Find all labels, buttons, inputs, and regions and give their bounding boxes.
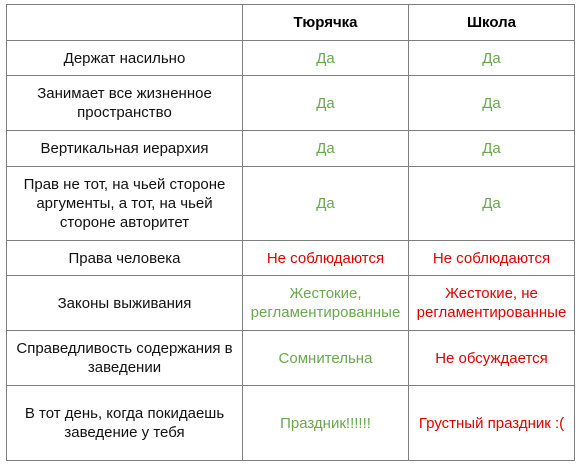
- prison-value: Не соблюдаются: [243, 241, 409, 276]
- school-value: Да: [409, 41, 575, 76]
- row-label: Прав не тот, на чьей стороне аргументы, а тот, на чьей стороне авторитет: [7, 167, 243, 241]
- table-row: [7, 76, 575, 131]
- table-row: [7, 331, 575, 386]
- table-row: [7, 241, 575, 276]
- row-label: В тот день, когда покидаешь заведение у тебя: [7, 386, 243, 461]
- school-value: Не соблюдаются: [409, 241, 575, 276]
- header-prison: Тюрячка: [243, 5, 409, 41]
- row-label: Законы выживания: [7, 276, 243, 331]
- table-row: [7, 386, 575, 461]
- row-label: Занимает все жизненное пространство: [7, 76, 243, 131]
- row-label: Держат насильно: [7, 41, 243, 76]
- prison-value: Сомнительна: [243, 331, 409, 386]
- school-value: Да: [409, 76, 575, 131]
- school-value: Не обсуждается: [409, 331, 575, 386]
- table-row: [7, 167, 575, 241]
- header-school: Школа: [409, 5, 575, 41]
- prison-value: Праздник!!!!!!: [243, 386, 409, 461]
- prison-value: Да: [243, 76, 409, 131]
- header-empty-cell: [7, 5, 243, 41]
- school-value: Да: [409, 131, 575, 167]
- row-label: Права человека: [7, 241, 243, 276]
- prison-value: Да: [243, 41, 409, 76]
- prison-value: Жестокие, регламентированные: [243, 276, 409, 331]
- table-row: [7, 276, 575, 331]
- prison-value: Да: [243, 167, 409, 241]
- table-row: [7, 41, 575, 76]
- comparison-table: [6, 4, 575, 461]
- prison-value: Да: [243, 131, 409, 167]
- school-value: Да: [409, 167, 575, 241]
- row-label: Вертикальная иерархия: [7, 131, 243, 167]
- table-row: [7, 131, 575, 167]
- row-label: Справедливость содержания в заведении: [7, 331, 243, 386]
- school-value: Жестокие, не регламентированные: [409, 276, 575, 331]
- header-row: [7, 5, 575, 41]
- school-value: Грустный праздник :(: [409, 386, 575, 461]
